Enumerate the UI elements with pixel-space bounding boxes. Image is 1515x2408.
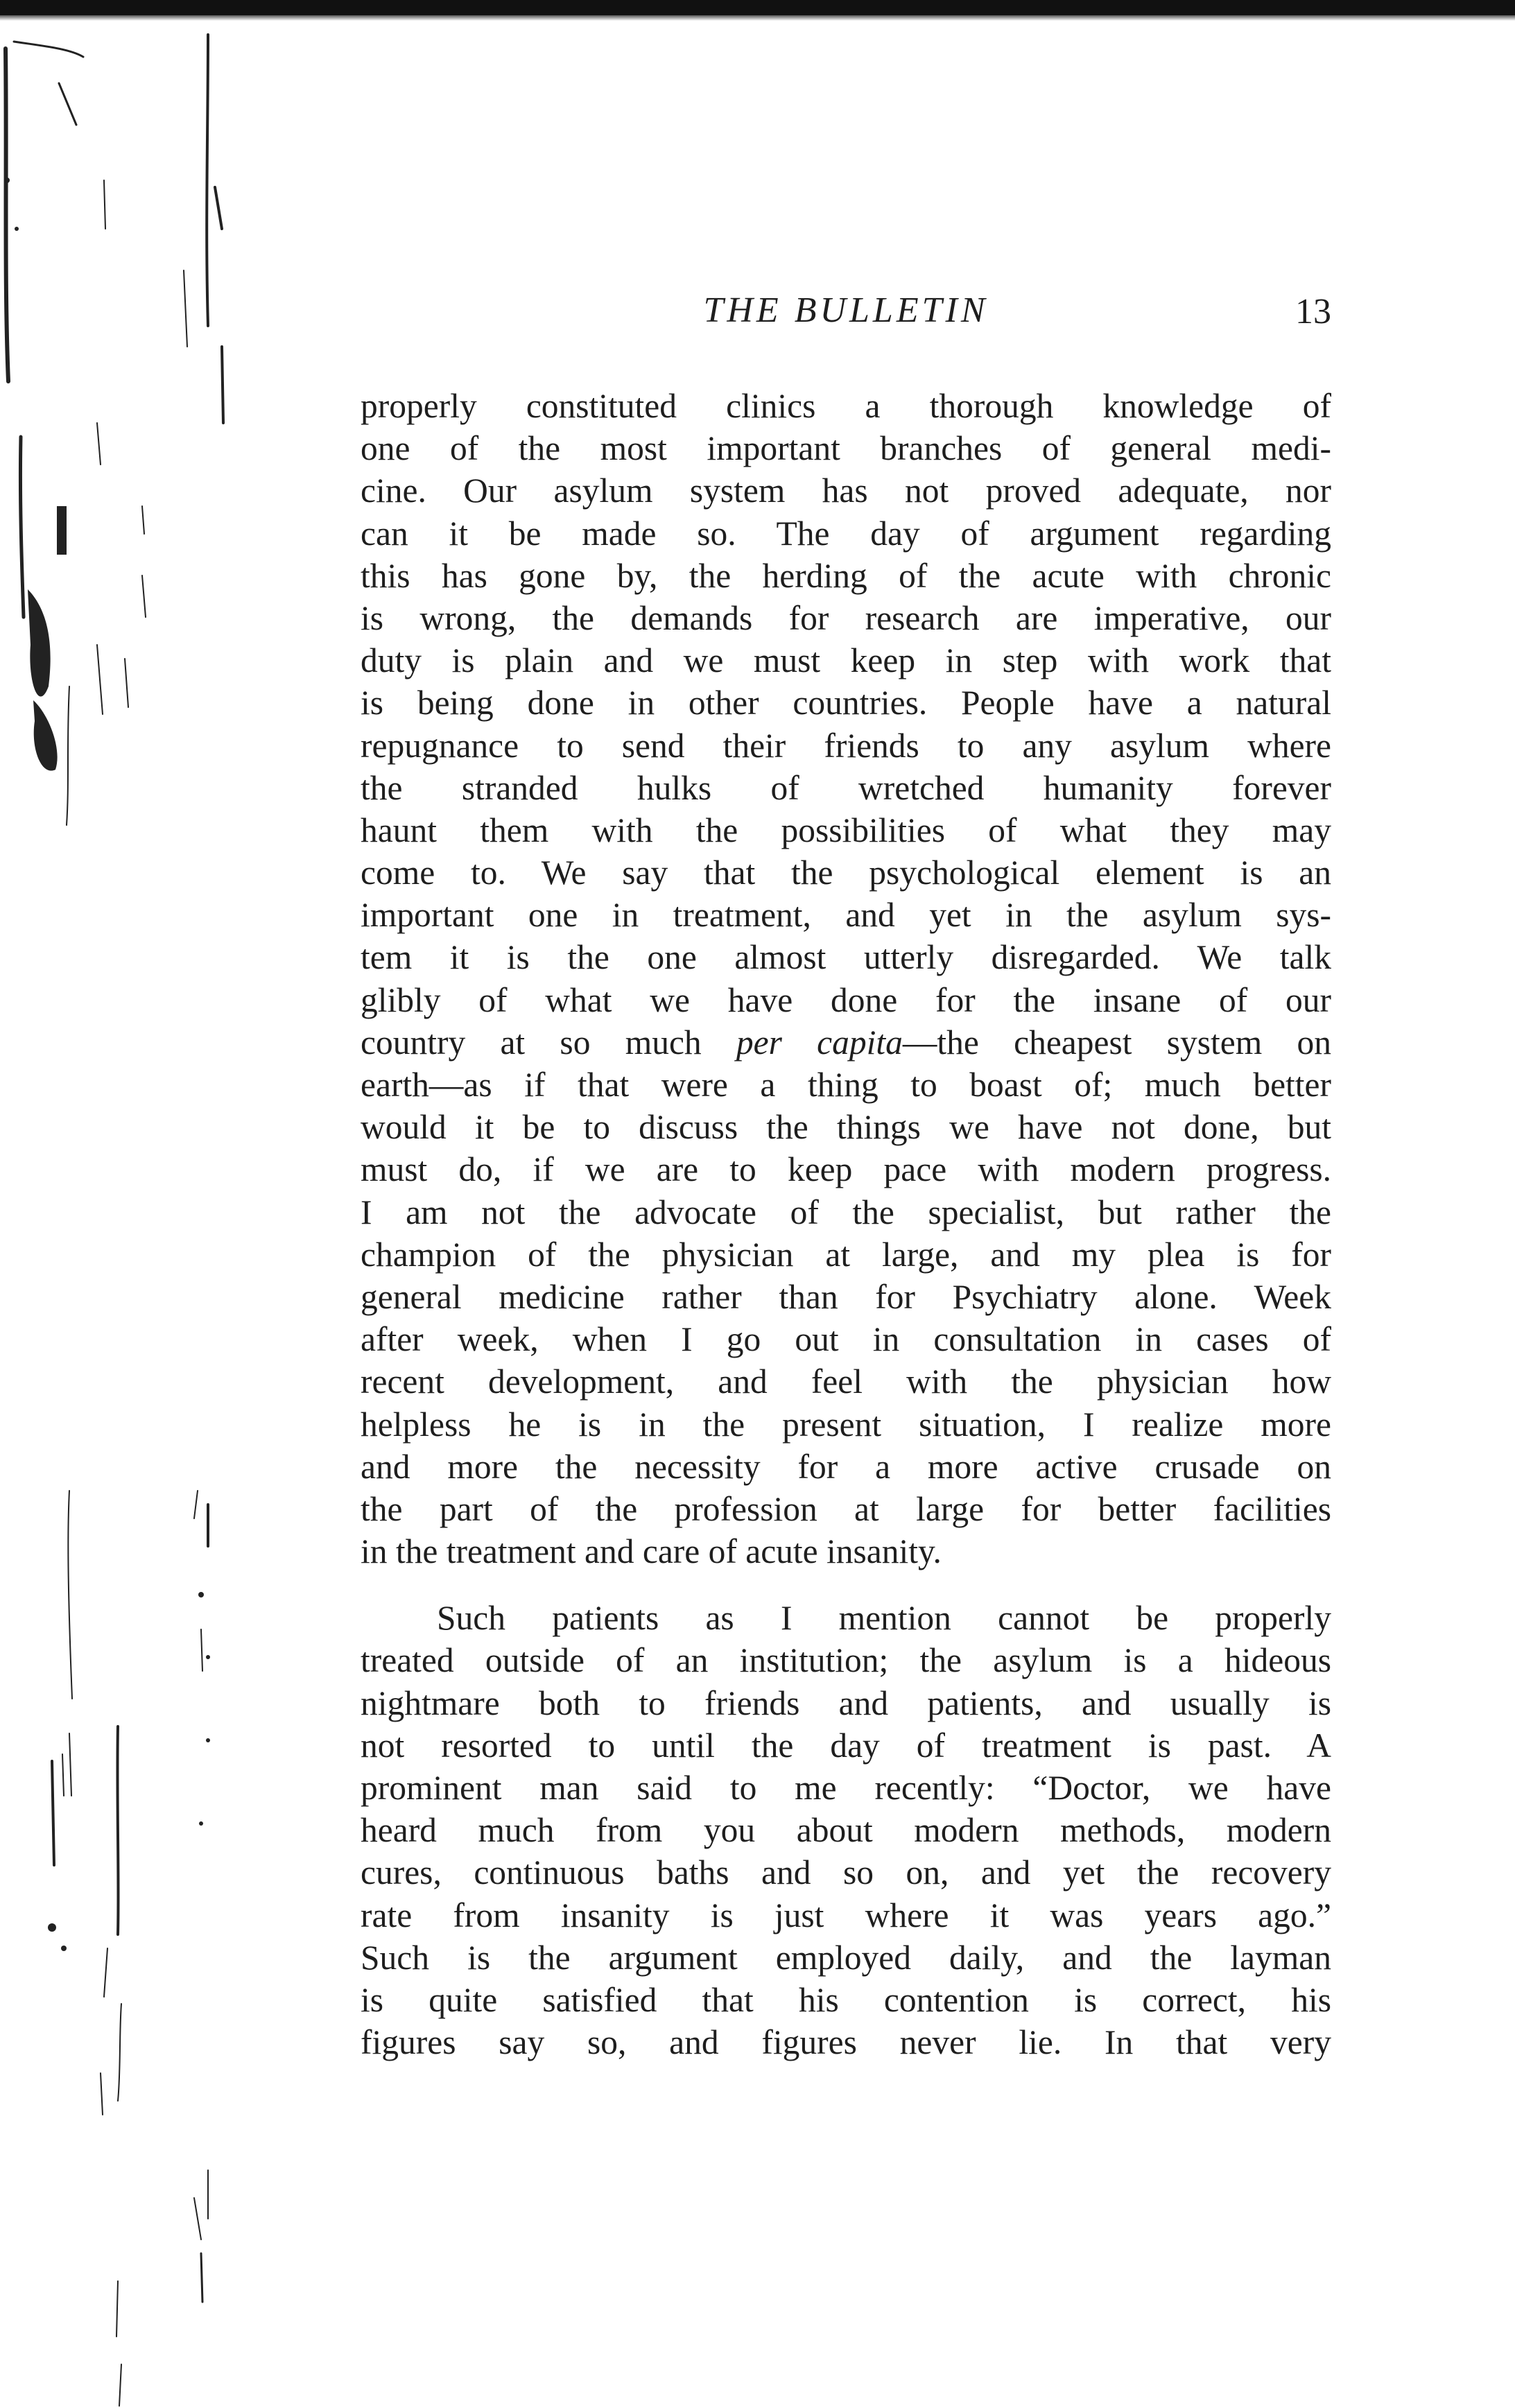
italic-phrase: per capita xyxy=(736,1023,903,1062)
running-head xyxy=(361,284,1331,340)
text-line: nightmare both to friends and patients, and usually is xyxy=(361,1683,1331,1722)
text-line: come to. We say that the psychological element is an xyxy=(361,854,1331,892)
text-line: the part of the profession at large for better facilities xyxy=(361,1489,1331,1528)
body-text xyxy=(361,385,1331,2063)
text-line: must do, if we are to keep pace with modern progress. xyxy=(361,1150,1331,1189)
paragraph-gap xyxy=(361,1573,1331,1597)
text-line: is being done in other countries. People have a natural xyxy=(361,684,1331,722)
text-line: one of the most important branches of general medi- xyxy=(361,429,1331,468)
text-line: important one in treatment, and yet in the asylum sys- xyxy=(361,896,1331,935)
text-line: cures, continuous baths and so on, and yet the recovery xyxy=(361,1853,1331,1892)
binding-gutter-artifacts xyxy=(0,21,250,2408)
text-line: general medicine rather than for Psychiatry alone. Week xyxy=(361,1277,1331,1316)
text-line: treated outside of an institution; the asylum is a hideous xyxy=(361,1641,1331,1680)
text-line: figures say so, and figures never lie. In that very xyxy=(361,2023,1331,2062)
paragraph-2 xyxy=(361,1597,1331,2063)
page-number: 13 xyxy=(1295,292,1331,331)
text-line: is quite satisfied that his contention is correct, his xyxy=(361,1980,1331,2019)
text-line: tem it is the one almost utterly disregarded. We talk xyxy=(361,938,1331,977)
text-line: repugnance to send their friends to any asylum where xyxy=(361,726,1331,765)
text-line: is wrong, the demands for research are imperative, our xyxy=(361,598,1331,637)
text-line: not resorted to until the day of treatment is past. A xyxy=(361,1726,1331,1765)
text-line: glibly of what we have done for the insane of our xyxy=(361,980,1331,1019)
text-line: helpless he is in the present situation, I realize more xyxy=(361,1405,1331,1444)
text-line: would it be to discuss the things we have not done, but xyxy=(361,1108,1331,1147)
running-title: THE BULLETIN xyxy=(703,291,989,330)
text-line: rate from insanity is just where it was years ago.” xyxy=(361,1896,1331,1934)
text-line: the stranded hulks of wretched humanity forever xyxy=(361,768,1331,807)
text-line: haunt them with the possibilities of what they may xyxy=(361,811,1331,849)
text-line: in the treatment and care of acute insanity. xyxy=(361,1532,942,1571)
text-line: prominent man said to me recently: “Doctor, we have xyxy=(361,1769,1331,1807)
text-line: Such patients as I mention cannot be properly xyxy=(437,1599,1331,1638)
text-line: properly constituted clinics a thorough knowledge of xyxy=(361,387,1331,425)
text-line: cine. Our asylum system has not proved adequate, nor xyxy=(361,471,1331,510)
text-run: —the cheapest system on xyxy=(902,1023,1332,1062)
text-line: I am not the advocate of the specialist, but rather the xyxy=(361,1193,1331,1231)
text-line: heard much from you about modern methods, modern xyxy=(361,1811,1331,1850)
text-line: Such is the argument employed daily, and the layman xyxy=(361,1938,1331,1977)
text-line: champion of the physician at large, and my plea is for xyxy=(361,1235,1331,1274)
text-run: country at so much xyxy=(361,1023,736,1062)
text-line: after week, when I go out in consultation in cases of xyxy=(361,1320,1331,1359)
text-line: duty is plain and we must keep in step with work that xyxy=(361,641,1331,680)
text-line: earth—as if that were a thing to boast of; much better xyxy=(361,1066,1331,1104)
paragraph-1 xyxy=(361,385,1331,1573)
page-top-edge-shadow xyxy=(0,15,1515,21)
text-line: recent development, and feel with the physician how xyxy=(361,1362,1331,1401)
text-line-with-italic xyxy=(361,1021,1331,1064)
text-line: can it be made so. The day of argument regarding xyxy=(361,514,1331,553)
text-line: this has gone by, the herding of the acute with chronic xyxy=(361,556,1331,595)
page-top-edge xyxy=(0,0,1515,15)
text-line: and more the necessity for a more active crusade on xyxy=(361,1447,1331,1486)
